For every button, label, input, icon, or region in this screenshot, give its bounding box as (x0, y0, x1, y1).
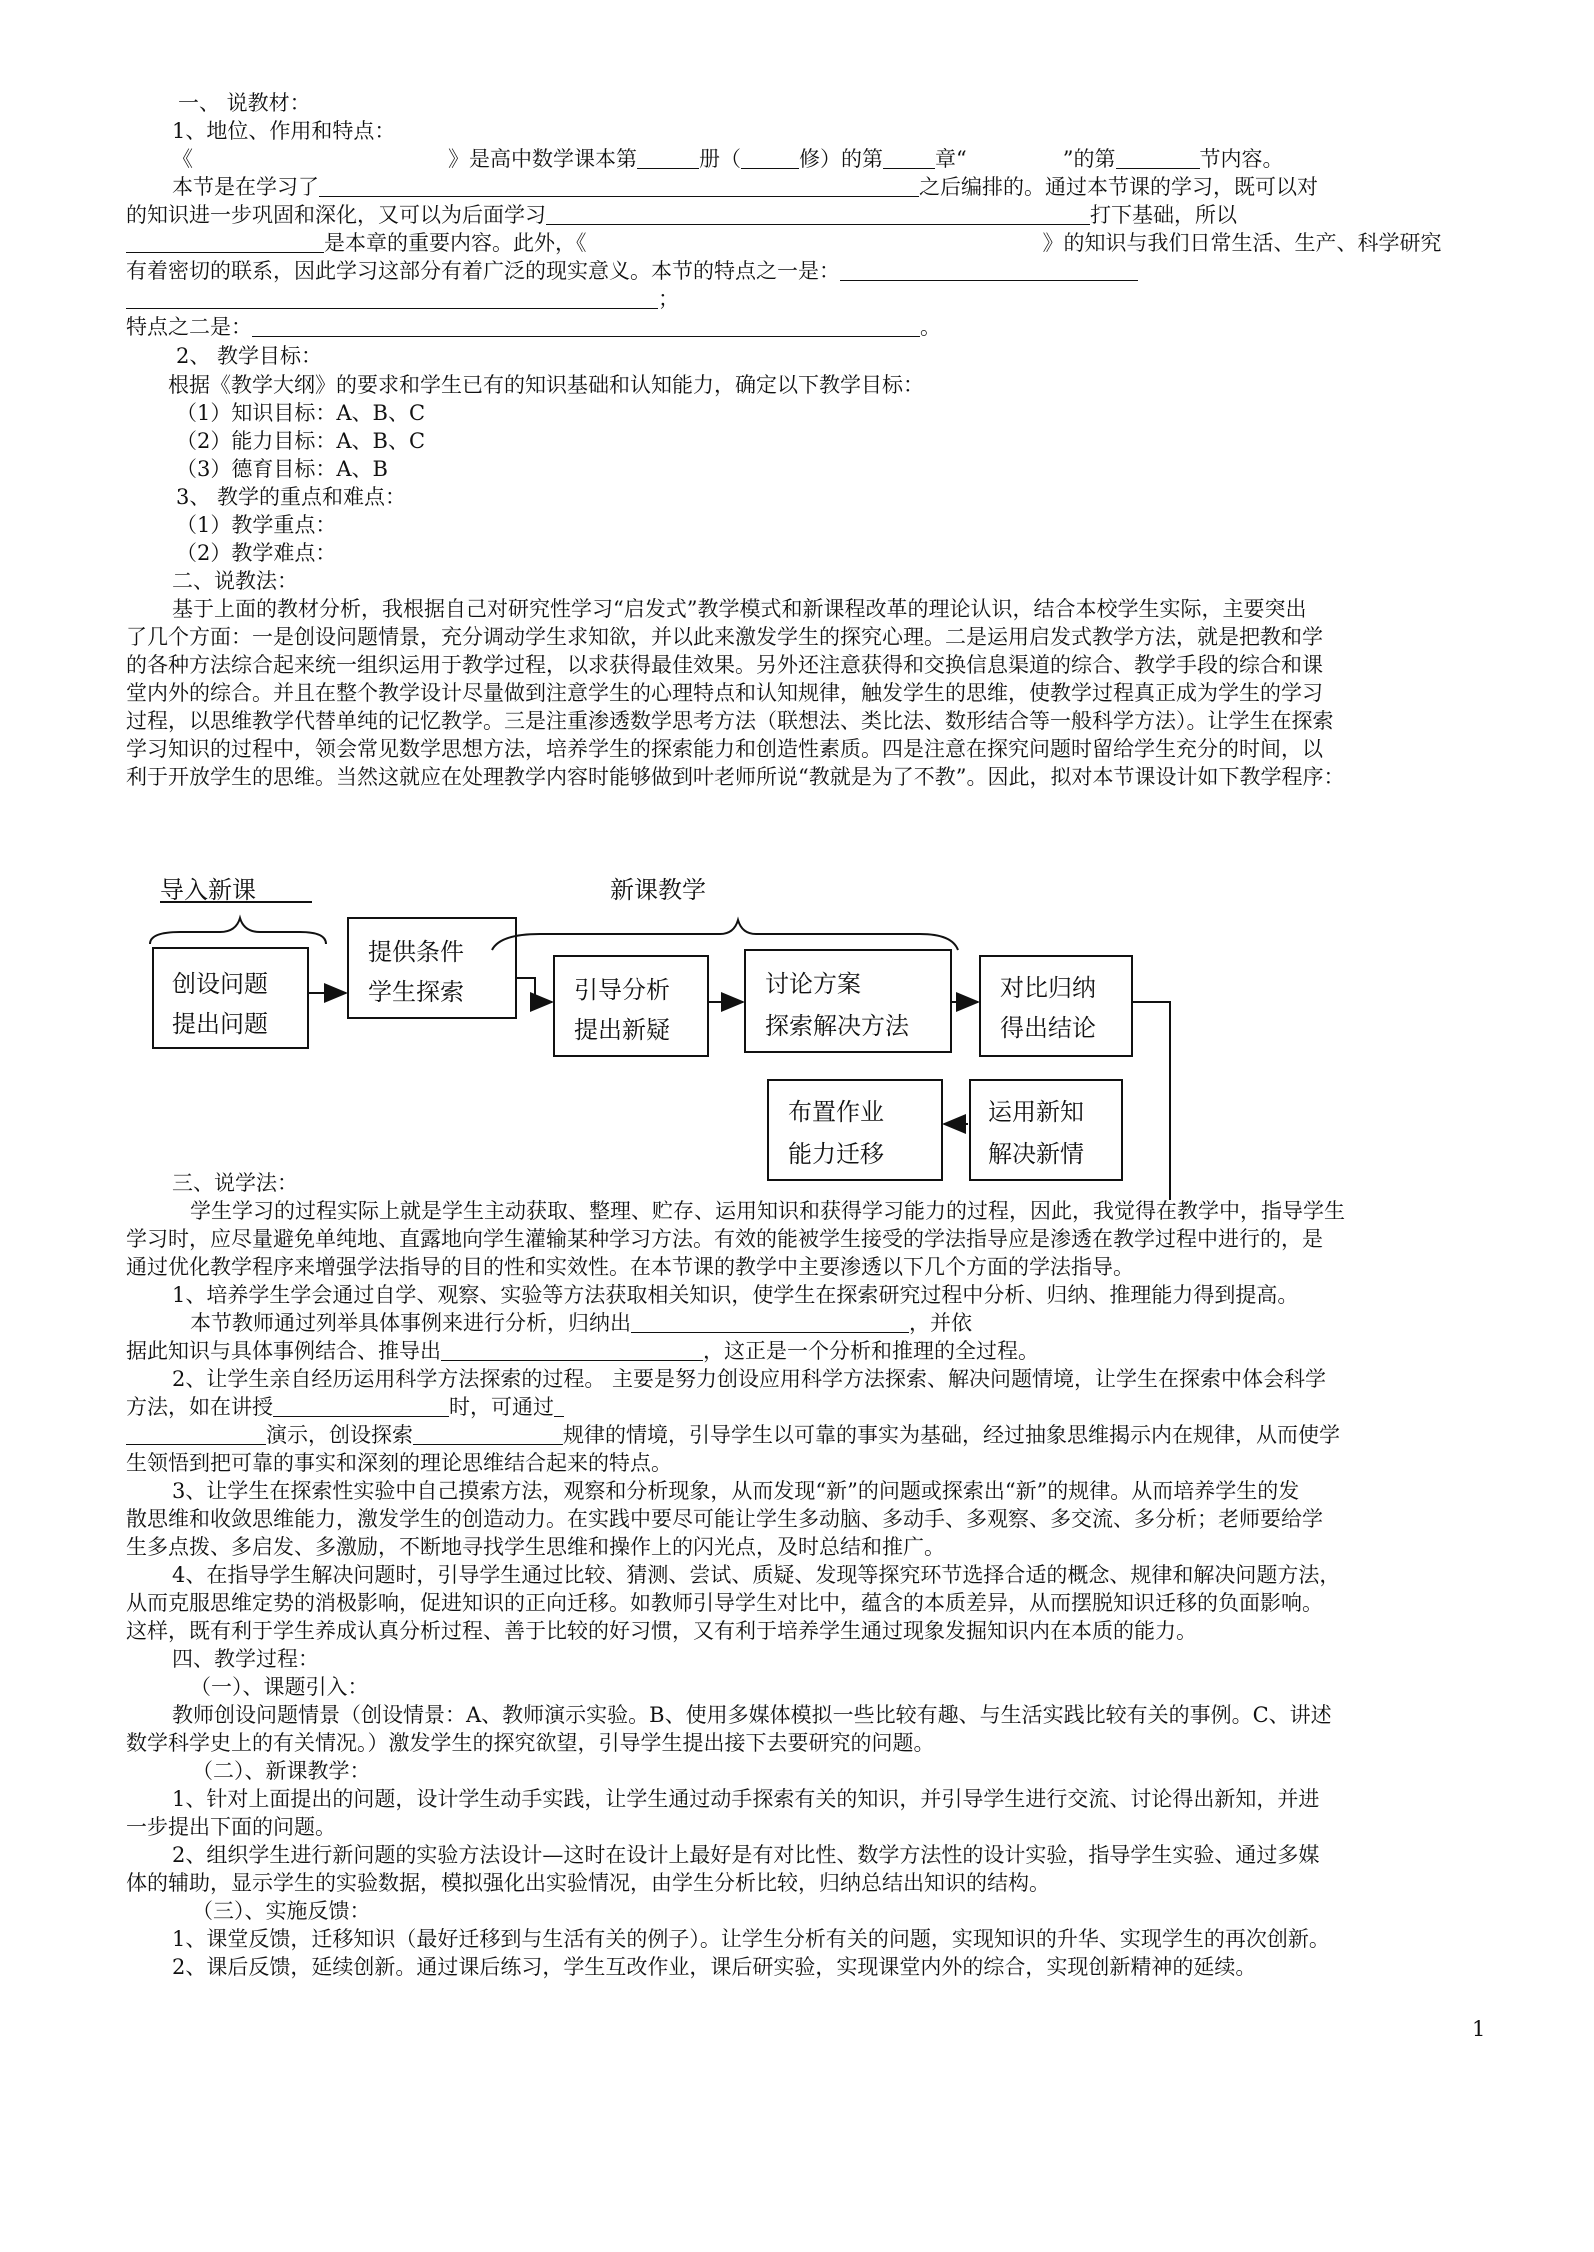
blank-field (554, 1394, 564, 1417)
text-line: 生多点拨、多启发、多激励，不断地寻找学生思维和操作上的闪光点，及时总结和推广。 (126, 1535, 945, 1559)
text-line: 》是高中数学课本第 册（ 修）的第 章“ ”的第 节内容。 (448, 147, 1284, 171)
subheading-goals: 2、 教学目标： (176, 344, 323, 368)
text-line: 学习知识的过程中，领会常见数学思想方法，培养学生的探索能力和创造性素质。四是注意在探究问题时留给学生充分的时间，以 (126, 737, 1323, 761)
box7-line1: 布置作业 (788, 1098, 884, 1126)
box2-line1: 提供条件 (368, 938, 464, 966)
text-line: 基于上面的教材分析，我根据自己对研究性学习“启发式”教学模式和新课程改革的理论认识，结合本校学生实际，主要突出 (172, 597, 1307, 621)
box2-line2: 学生探索 (368, 978, 464, 1006)
subheading-intro: （一）、课题引入： (190, 1675, 369, 1699)
text-line: 体的辅助，显示学生的实验数据，模拟强化出实验情况，由学生分析比较，归纳总结出知识的结构。 (126, 1871, 1050, 1895)
text-line: 本节教师通过列举具体事例来进行分析，归纳出 ，并依 (190, 1311, 972, 1335)
text-line: ； (126, 286, 679, 313)
text-line: 教师创设问题情景（创设情景：A、教师演示实验。B、使用多媒体模拟一些比较有趣、与生活实践比较有关的事例。C、讲述 (172, 1703, 1332, 1727)
box3-line1: 引导分析 (574, 976, 670, 1004)
subheading-new-lesson: （二）、新课教学： (192, 1759, 371, 1783)
text-line: 学生学习的过程实际上就是学生主动获取、整理、贮存、运用知识和获得学习能力的过程，因此，我觉得在教学中，指导学生 (190, 1199, 1345, 1223)
box6-line2: 解决新情 (988, 1140, 1084, 1168)
box4-line1: 讨论方案 (765, 970, 861, 998)
blank-field (126, 230, 324, 253)
blank-field (546, 202, 1090, 225)
subheading-feedback: （三）、实施反馈： (192, 1899, 371, 1923)
text-line: 了几个方面：一是创设问题情景，充分调动学生求知欲，并以此来激发学生的探究心理。二是运用启发式教学方法，就是把教和学 (126, 625, 1323, 649)
text-line: （2）能力目标：A、B、C (176, 429, 426, 453)
label-intro: 导入新课 (160, 876, 256, 904)
text-line: 2、课后反馈，延续创新。通过课后练习，学生互改作业，课后研实验，实现课堂内外的综合，实现创新精神的延续。 (172, 1955, 1257, 1979)
text-line: 堂内外的综合。并且在整个教学设计尽量做到注意学生的心理特点和认知规律，触发学生的思维，使教学过程真正成为学生的学习 (126, 681, 1323, 705)
text-line: （3）德育目标：A、B (176, 457, 388, 481)
text-line: 1、针对上面提出的问题，设计学生动手实践，让学生通过动手探索有关的知识，并引导学生进行交流、讨论得出新知，并进 (172, 1787, 1320, 1811)
text-line: 有着密切的联系，因此学习这部分有着广泛的现实意义。本节的特点之一是： (126, 258, 1138, 285)
connector-right (1132, 1002, 1170, 1200)
blank-field (252, 314, 920, 337)
text-line: 2、让学生亲自经历运用科学方法探索的过程。 主要是努力创设应用科学方法探索、解决问题情境，让学生在探索中体会科学 (172, 1367, 1327, 1391)
blank-field (413, 1422, 563, 1445)
box3-line2: 提出新疑 (574, 1016, 670, 1044)
text-line: 数学科学史上的有关情况。）激发学生的探究欲望，引导学生提出接下去要研究的问题。 (126, 1731, 935, 1755)
text-line: （1）知识目标：A、B、C (176, 401, 426, 425)
blank-field (441, 1338, 703, 1361)
box1-line1: 创设问题 (172, 970, 268, 998)
blank-field (840, 258, 1138, 281)
text-line: 一步提出下面的问题。 (126, 1815, 336, 1839)
text-line: 《 (172, 147, 193, 171)
blank-field (631, 1310, 909, 1333)
text-line: 演示，创设探索 规律的情境，引导学生以可靠的事实为基础，经过抽象思维揭示内在规律，从而使学 (126, 1422, 1340, 1449)
text-line: 本节是在学习了 之后编排的。通过本节课的学习，既可以对 (172, 175, 1318, 199)
heading-shuo-jiaofa: 二、说教法： (172, 569, 298, 593)
text-line: 是本章的重要内容。此外，《 》的知识与我们日常生活、生产、科学研究 (126, 230, 1442, 257)
teaching-flow-diagram (120, 870, 1200, 1200)
text-line: 的知识进一步巩固和深化，又可以为后面学习 打下基础，所以 (126, 203, 1237, 227)
text-line: 从而克服思维定势的消极影响，促进知识的正向迁移。如教师引导学生对比中，蕴含的本质差异，从而摆脱知识迁移的负面影响。 (126, 1591, 1323, 1615)
subheading-key-points: 3、 教学的重点和难点： (176, 485, 407, 509)
text-line: 根据《教学大纲》的要求和学生已有的知识基础和认知能力，确定以下教学目标： (168, 373, 924, 397)
blank-field (637, 146, 699, 169)
box7-line2: 能力迁移 (788, 1140, 884, 1168)
text-line: 散思维和收敛思维能力，激发学生的创造动力。在实践中要尽可能让学生多动脑、多动手、多观察、多交流、多分析；老师要给学 (126, 1507, 1323, 1531)
text-line: 4、在指导学生解决问题时，引导学生通过比较、猜测、尝试、质疑、发现等探究环节选择合适的概念、规律和解决问题方法， (172, 1563, 1341, 1587)
box6-line1: 运用新知 (988, 1098, 1084, 1126)
text-line: 利于开放学生的思维。当然这就应在处理教学内容时能够做到叶老师所说“教就是为了不教”。因此，拟对本节课设计如下教学程序： (126, 765, 1345, 789)
blank-field (126, 286, 658, 309)
text-line: 学习时，应尽量避免单纯地、直露地向学生灌输某种学习方法。有效的能被学生接受的学法指导应是渗透在教学过程中进行的，是 (126, 1227, 1323, 1251)
heading-teaching-process: 四、教学过程： (172, 1647, 319, 1671)
text-line: 1、课堂反馈，迁移知识（最好迁移到与生活有关的例子）。让学生分析有关的问题，实现知识的升华、实现学生的再次创新。 (172, 1927, 1330, 1951)
text-line: 据此知识与具体事例结合、推导出 ，这正是一个分析和推理的全过程。 (126, 1339, 1039, 1363)
brace-new (492, 920, 958, 950)
text-line: 方法，如在讲授 时，可通过 (126, 1394, 564, 1421)
blank-field (273, 1394, 449, 1417)
text-line: 通过优化教学程序来增强学法指导的目的性和实效性。在本节课的教学中主要渗透以下几个方面的学法指导。 (126, 1255, 1134, 1279)
box5-line1: 对比归纳 (1000, 974, 1096, 1002)
text-line: 特点之二是： 。 (126, 315, 941, 339)
text-line: （1）教学重点： (176, 513, 337, 537)
box5-line2: 得出结论 (1000, 1014, 1096, 1042)
label-new-lesson: 新课教学 (610, 876, 706, 904)
blank-field (126, 1422, 266, 1445)
box1-line2: 提出问题 (172, 1010, 268, 1038)
page-number: 1 (1472, 2017, 1486, 2041)
heading-shuo-jiaocai: 一、 说教材： (178, 91, 311, 115)
box4-line2: 探索解决方法 (765, 1012, 909, 1040)
text-line: 2、组织学生进行新问题的实验方法设计—这时在设计上最好是有对比性、数学方法性的设计实验，指导学生实验、通过多媒 (172, 1843, 1320, 1867)
heading-shuo-xuefa: 三、说学法： (172, 1171, 298, 1195)
text-line: 过程，以思维教学代替单纯的记忆教学。三是注重渗透数学思考方法（联想法、类比法、数形结合等一般科学方法）。让学生在探索 (126, 709, 1334, 733)
text-line: 的各种方法综合起来统一组织运用于教学过程，以求获得最佳效果。另外还注意获得和交换信息渠道的综合、教学手段的综合和课 (126, 653, 1323, 677)
text-line: 3、让学生在探索性实验中自己摸索方法，观察和分析现象，从而发现“新”的问题或探索出“新”的规律。从而培养学生的发 (172, 1479, 1300, 1503)
blank-field (1116, 146, 1200, 169)
text-line: （2）教学难点： (176, 541, 337, 565)
text-line: 这样，既有利于学生养成认真分析过程、善于比较的好习惯，又有利于培养学生通过现象发掘知识内在本质的能力。 (126, 1619, 1197, 1643)
blank-field (741, 146, 799, 169)
text-line: 生领悟到把可靠的事实和深刻的理论思维结合起来的特点。 (126, 1451, 672, 1475)
blank-field (883, 146, 935, 169)
brace-intro (150, 918, 326, 944)
subheading-position: 1、地位、作用和特点： (172, 119, 396, 143)
blank-field (319, 174, 919, 197)
text-line: 1、培养学生学会通过自学、观察、实验等方法获取相关知识，使学生在探索研究过程中分析、归纳、推理能力得到提高。 (172, 1283, 1299, 1307)
arrow-2 (516, 978, 552, 1002)
